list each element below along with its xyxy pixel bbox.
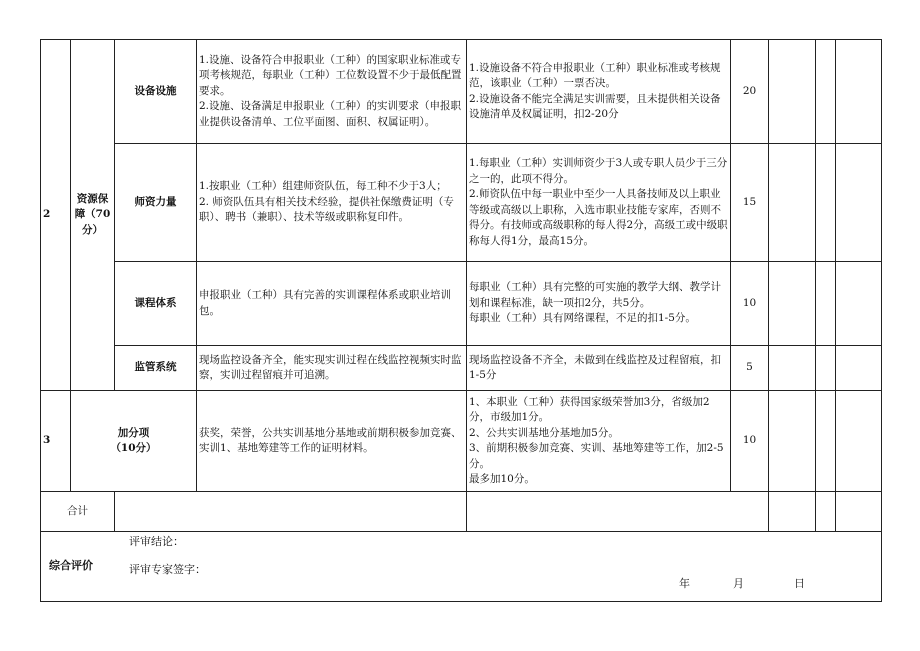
score-value: 10 [731,391,769,492]
score-value: 5 [731,346,769,391]
empty-cell [769,262,816,346]
signature-label: 评审专家签字： [129,563,206,576]
empty-cell [769,492,816,532]
score-value: 15 [731,144,769,262]
category-label: 资源保障（70分） [71,40,115,391]
evaluation-table [40,39,882,602]
criteria-text: 1、本职业（工种）获得国家级荣誉加3分，省级加2分，市级加1分。 2、公共实训基地分基地加5分。 3、前期积极参加竞赛、实训、基地筹建等工作，加2-5分。 最多加10分。 [467,391,731,492]
empty-cell [816,346,836,391]
item-name: 课程体系 [115,262,197,346]
item-name: 设备设施 [115,40,197,144]
date-year: 年 [679,577,690,590]
empty-cell [816,492,836,532]
empty-cell [836,144,882,262]
date-month: 月 [733,577,744,590]
empty-cell [816,391,836,492]
date-day: 日 [794,577,805,590]
table-row [41,40,882,144]
empty-cell [115,492,467,532]
item-name: 师资力量 [115,144,197,262]
requirement-text: 申报职业（工种）具有完善的实训课程体系或职业培训包。 [197,262,467,346]
empty-cell [836,492,882,532]
empty-cell [769,346,816,391]
category-points: （10分） [110,442,157,454]
empty-cell [816,262,836,346]
table-row [41,144,882,262]
item-name: 监管系统 [115,346,197,391]
empty-cell [816,144,836,262]
criteria-text: 每职业（工种）具有完整的可实施的教学大纲、教学计划和课程标准，缺一项扣2分，共5分。 每职业（工种）具有网络课程，不足的扣1-5分。 [467,262,731,346]
empty-cell [769,391,816,492]
total-label: 合计 [41,492,115,532]
empty-cell [769,144,816,262]
category-label [71,391,197,492]
table-row [41,532,882,602]
empty-cell [836,262,882,346]
criteria-text: 1.每职业（工种）实训师资少于3人或专职人员少于三分之一的，此项不得分。 2.师资队伍中每一职业中至少一人具备技师及以上职业等级或高级以上职称，入选市职业技能专家库，否则不得分。有技师或高级职称的每人得2分，高级工或中级职称每人得1分，最高15分。 [467,144,731,262]
row-number: 3 [41,391,71,492]
evaluation-cell [41,532,882,602]
empty-cell [836,40,882,144]
table-row [41,391,882,492]
score-value: 10 [731,262,769,346]
score-value: 20 [731,40,769,144]
category-title: 加分项 [117,426,150,439]
empty-cell [816,40,836,144]
requirement-text: 1.设施、设备符合申报职业（工种）的国家职业标准或专项考核规范，每职业（工种）工位数设置不少于最低配置要求。 2.设施、设备满足申报职业（工种）的实训要求（申报职业提供设备清单、工位平面图、面积、权属证明）。 [197,40,467,144]
requirement-text: 现场监控设备齐全，能实现实训过程在线监控视频实时监察，实训过程留痕并可追溯。 [197,346,467,391]
empty-cell [467,492,769,532]
table-row [41,346,882,391]
requirement-text: 获奖，荣誉，公共实训基地分基地或前期积极参加竞赛、实训1、基地筹建等工作的证明材料。 [197,391,467,492]
table-row [41,492,882,532]
empty-cell [769,40,816,144]
table-row [41,262,882,346]
row-number: 2 [41,40,71,391]
conclusion-label: 评审结论： [129,535,184,548]
evaluation-label: 综合评价 [49,559,93,572]
criteria-text: 1.设施设备不符合申报职业（工种）职业标准或考核规范，该职业（工种）一票否决。 2.设施设备不能完全满足实训需要，且未提供相关设备设施清单及权属证明，扣2-20分 [467,40,731,144]
empty-cell [836,391,882,492]
requirement-text: 1.按职业（工种）组建师资队伍，每工种不少于3人； 2. 师资队伍具有相关技术经验，提供社保缴费证明（专职）、聘书（兼职）、技术等级或职称复印件。 [197,144,467,262]
criteria-text: 现场监控设备不齐全，未做到在线监控及过程留痕，扣1-5分 [467,346,731,391]
empty-cell [836,346,882,391]
